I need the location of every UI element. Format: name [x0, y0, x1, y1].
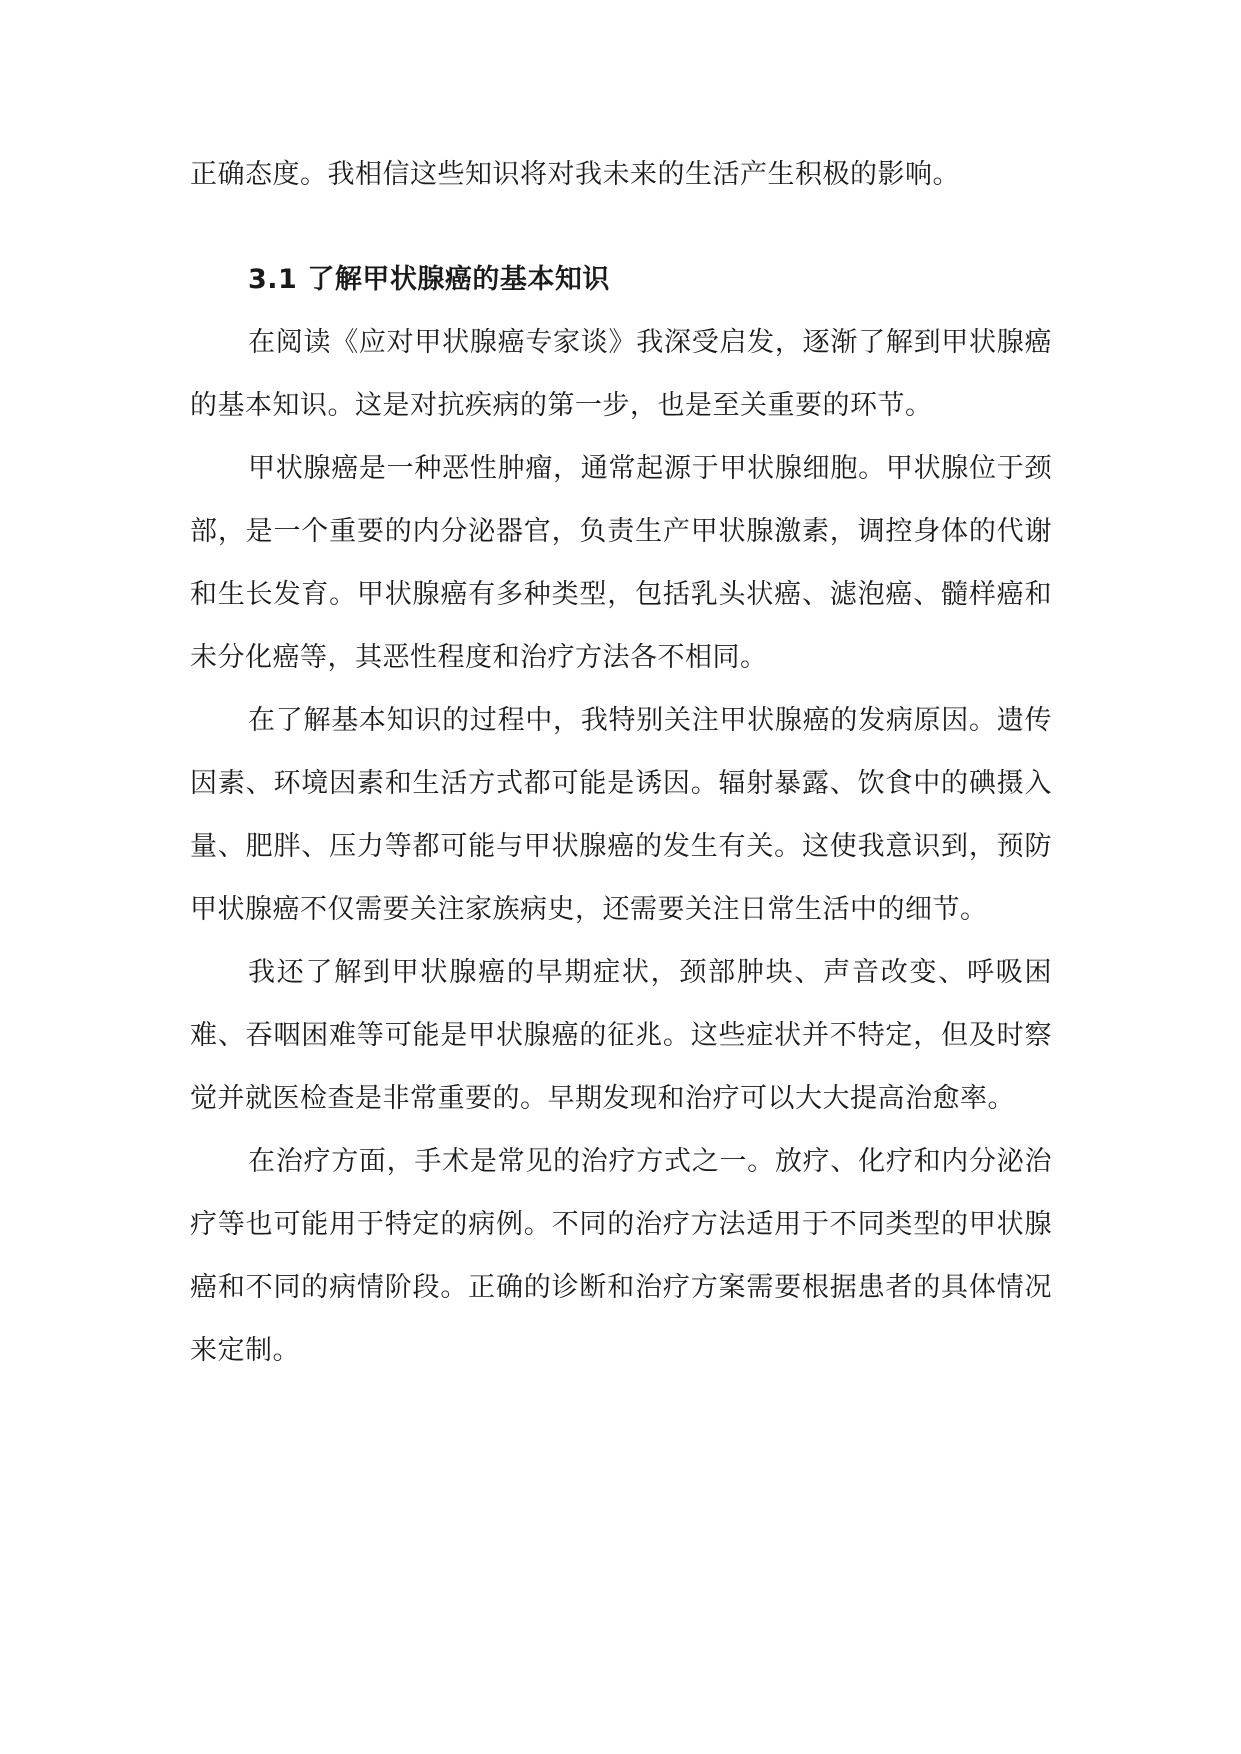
section-heading — [190, 206, 1052, 311]
section-number: 3.1 — [248, 264, 298, 295]
paragraph-symptoms: 我还了解到甲状腺癌的早期症状，颈部肿块、声音改变、呼吸困难、吞咽困难等可能是甲状腺癌的征兆。这些症状并不特定，但及时察觉并就医检查是非常重要的。早期发现和治疗可以大大提高治愈率。 — [190, 957, 1052, 1114]
continuation-paragraph: 正确态度。我相信这些知识将对我未来的生活产生积极的影响。 — [190, 159, 960, 190]
document-body — [190, 143, 1052, 1382]
paragraph-definition: 甲状腺癌是一种恶性肿瘤，通常起源于甲状腺细胞。甲状腺位于颈部，是一个重要的内分泌器官，负责生产甲状腺激素，调控身体的代谢和生长发育。甲状腺癌有多种类型，包括乳头状癌、滤泡癌、髓样癌和未分化癌等，其恶性程度和治疗方法各不相同。 — [190, 453, 1052, 673]
section-title: 了解甲状腺癌的基本知识 — [307, 264, 610, 295]
paragraph-intro: 在阅读《应对甲状腺癌专家谈》我深受启发，逐渐了解到甲状腺癌的基本知识。这是对抗疾病的第一步，也是至关重要的环节。 — [190, 327, 1052, 421]
paragraph-causes: 在了解基本知识的过程中，我特别关注甲状腺癌的发病原因。遗传因素、环境因素和生活方式都可能是诱因。辐射暴露、饮食中的碘摄入量、肥胖、压力等都可能与甲状腺癌的发生有关。这使我意识到，预防甲状腺癌不仅需要关注家族病史，还需要关注日常生活中的细节。 — [190, 705, 1052, 925]
paragraph-treatment: 在治疗方面，手术是常见的治疗方式之一。放疗、化疗和内分泌治疗等也可能用于特定的病例。不同的治疗方法适用于不同类型的甲状腺癌和不同的病情阶段。正确的诊断和治疗方案需要根据患者的具体情况来定制。 — [190, 1146, 1052, 1366]
